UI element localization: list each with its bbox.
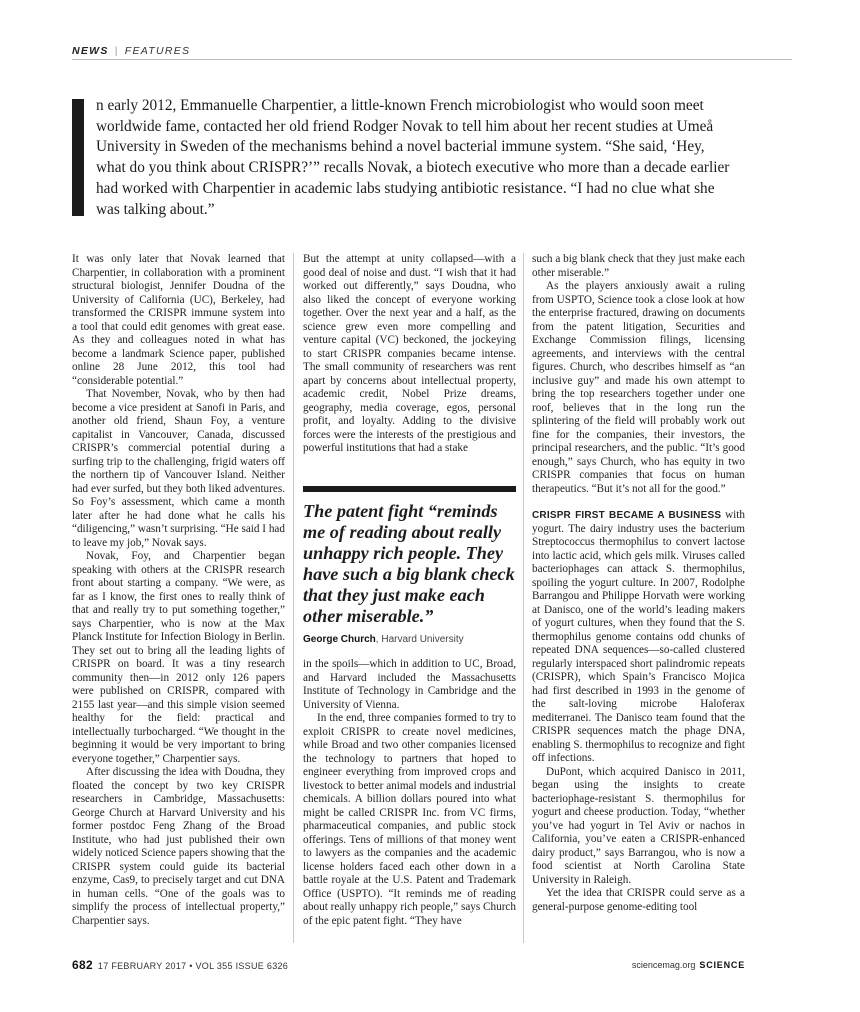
article-column-3: [532, 253, 745, 914]
body-paragraph: As the players anxiously await a ruling from USPTO, Science took a close look at how the enterprise fractured, drawing on documents from the patent litigation, Securities and Exchange Commission filings, licensing agreements, and interviews with the central figures. Church, who describes himself as “an inclusive guy” and made his own attempt to bring the top researchers together under one roof, believes that in the long run the splintering of the field will probably work out fine for the companies, their investors, the principal researchers, and the public. “It’s good enough,” says Church, who has equity in two CRISPR companies that focus on human therapeutics. “But it’s not all for the good.”: [532, 280, 745, 495]
column-divider: [523, 253, 524, 943]
pullquote-attribution: [303, 634, 516, 645]
footer-brand: [632, 960, 745, 970]
body-paragraph: in the spoils—which in addition to UC, Broad, and Harvard included the Massachusetts Institute of Technology in Cambridge and the University of Vienna.: [303, 658, 516, 711]
footer-issue-info: [72, 958, 288, 972]
section-label: NEWS: [72, 45, 109, 57]
issue-date: 17 FEBRUARY 2017 • VOL 355 ISSUE 6326: [97, 961, 289, 971]
section-opening-paragraph: [532, 509, 745, 766]
article-column-2: [303, 253, 516, 456]
pullquote-affiliation: , Harvard University: [375, 634, 464, 645]
section-header: [72, 39, 792, 60]
page-number: 682: [72, 958, 93, 972]
article-column-1: [72, 253, 285, 928]
subsection-label: FEATURES: [124, 45, 191, 57]
column-divider: [293, 253, 294, 943]
lede-paragraph: n early 2012, Emmanuelle Charpentier, a little-known French microbiologist who would soon meet worldwide fame, contacted her old friend Rodger Novak to tell him about her recent studies at Umeå University in Sweden of the mechanisms behind a novel bacterial immune system. “She said, ‘Hey, what do you think about CRISPR?’” recalls Novak, a biotech executive who more than a decade earlier had worked with Charpentier in academic labs studying antibiotic resistance. “I had no clue what she was talking about.”: [96, 97, 730, 218]
article-column-2-continued: [303, 658, 516, 928]
body-paragraph: It was only later that Novak learned that Charpentier, in collaboration with a prominent structural biologist, Jennifer Doudna of the University of California (UC), Berkeley, had transformed the CRISPR immune system into a tool that could edit genomes with great ease. As they and colleagues noted in what has become a landmark Science paper, published online 28 June 2012, this tool had “considerable potential.”: [72, 253, 285, 387]
pullquote-bar: [303, 486, 516, 492]
body-paragraph: Novak, Foy, and Charpentier began speaking with others at the CRISPR research front about starting a company. “We were, as far as I know, the first ones to really think of that and really try to put something together,” says Charpentier, who is now at the Max Planck Institute for Infection Biology in Berlin. They set out to bring all the leading lights of CRISPR on board. It was a tiny research community then—in 2012 only 126 papers were published on CRISPR, compared with 2155 last year—and this simple vision seemed healthy for the field: practical and intellectually turbocharged. “We thought in the beginning it would be very important to bring everyone together,” Charpentier says.: [72, 550, 285, 765]
pullquote-author: George Church: [303, 634, 376, 645]
body-paragraph: That November, Novak, who by then had become a vice president at Sanofi in Paris, and another old friend, Shaun Foy, a venture capitalist in Vancouver, Canada, discussed CRISPR’s commercial potential during a surfing trip to the challenging, frigid waters off the northern tip of Vancouver Island. Neither had ever surfed, but they both liked adventures. So Foy’s assessment, which came a month later after he had done what he calls his “diligencing,” wasn’t surprising. “He said I had to leave my job,” Novak says.: [72, 388, 285, 549]
body-paragraph: After discussing the idea with Doudna, they floated the concept by two key CRISPR researchers in Cambridge, Massachusetts: George Church at Harvard University and his former postdoc Feng Zhang of the Broad Institute, who had just published their own widely noticed Science papers showing that the CRISPR system could guide its bacterial enzyme, Cas9, to precisely target and cut DNA in human cells. “One of the goals was to simplify the process of intellectual property,” Charpentier says.: [72, 766, 285, 927]
body-paragraph: Yet the idea that CRISPR could serve as a general-purpose genome-editing tool: [532, 887, 745, 913]
body-paragraph: such a big blank check that they just make each other miserable.”: [532, 253, 745, 279]
body-paragraph: DuPont, which acquired Danisco in 2011, began using the insights to create bacteriophage-resistant S. thermophilus for yogurt and cheese production. Today, “whether you’ve had yogurt in Tel Aviv or nachos in California, you’ve eaten a CRISPR-enhanced dairy product,” says Barrangou, who is now a food scientist at North Carolina State University in Raleigh.: [532, 765, 745, 886]
section-separator: |: [114, 45, 119, 57]
runin-text: with yogurt. The dairy industry uses the bacterium Streptococcus thermophilus to convert lactose into lactic acid, which gels milk. Viruses called bacteriophages can attack S. thermophilus, spoiling the yogurt culture. In 2007, Rodolphe Barrangou and Philippe Horvath were working at Danisco, one of the world’s leading makers of yogurt cultures, when they found that the S. thermophilus genome contains odd chunks of repeated DNA sequences—so-called clustered regularly interspaced short palindromic repeats (CRISPR), which Spain’s Francisco Mojica had first described in 1993 in the genome of the salt-loving microbe Haloferax mediterranei. The Danisco team found that the CRISPR sequences match the phage DNA, enabling S. thermophilus to recognize and fight off infections.: [532, 509, 745, 764]
journal-name: SCIENCE: [699, 960, 745, 970]
body-paragraph: But the attempt at unity collapsed—with a good deal of noise and dust. “I wish that it had worked out differently,” says Doudna, who also liked the concept of everyone working together. Over the next year and a half, as the science grew even more compelling and venture capital (VC) beckoned, the jockeying to start CRISPR companies became intense. The small community of researchers was rent apart by concerns about intellectual property, academic credit, Nobel Prize dreams, geography, media coverage, egos, personal profit, and loyalty. Adding to the divisive forces were the interests of the prestigious and powerful institutions that had a stake: [303, 253, 516, 454]
drop-cap-bar: [72, 99, 84, 216]
site-link: sciencemag.org: [631, 960, 696, 970]
body-paragraph: In the end, three companies formed to try to exploit CRISPR to create novel medicines, while Broad and two other companies licensed the technology to partners that hoped to engineer everything from improved crops and livestock to better animal models and industrial chemicals. A billion dollars poured into what might be called CRISPR Inc. from VC firms, pharmaceutical companies, and public stock offerings. Tens of millions of that money went to lawyers as the companies and the academic license holders faced each other down in a battle royale at the U.S. Patent and Trademark Office (USPTO). “It reminds me of reading about really unhappy rich people,” says Church of the epic patent fight. “They have: [303, 712, 516, 927]
pullquote-text: The patent fight “reminds me of reading about really unhappy rich people. They have such a big blank check that they just make each other miserable.”: [303, 501, 515, 626]
pullquote: [303, 501, 516, 645]
runin-heading: CRISPR FIRST BECAME A BUSINESS: [532, 510, 722, 521]
